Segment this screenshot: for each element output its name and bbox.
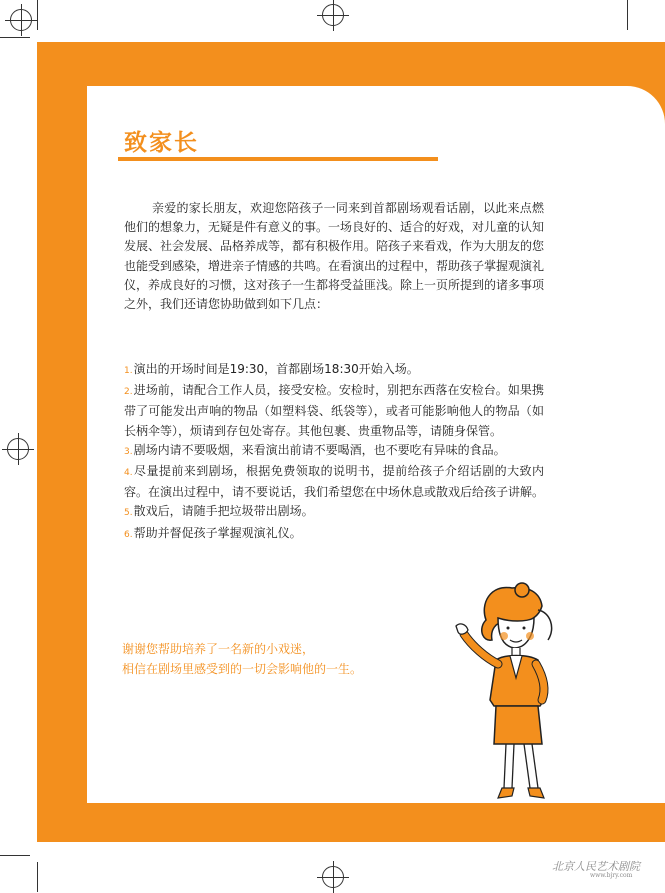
thanks-line-2: 相信在剧场里感受到的一切会影响他的一生。 — [122, 662, 363, 676]
list-item — [124, 524, 544, 545]
item-number: 5. — [124, 508, 133, 519]
item-number: 4. — [124, 468, 133, 479]
registration-mark-icon — [7, 438, 29, 460]
registration-mark-icon — [322, 866, 344, 888]
registration-mark-icon — [10, 9, 32, 31]
item-text: 帮助并督促孩子掌握观演礼仪。 — [133, 525, 302, 540]
thanks-line-1: 谢谢您帮助培养了一名新的小戏迷， — [122, 642, 315, 656]
thank-you-note — [122, 639, 442, 679]
item-number: 6. — [124, 529, 133, 540]
item-text: 散戏后，请随手把垃圾带出剧场。 — [133, 504, 314, 519]
crop-mark — [0, 37, 30, 38]
theatre-logo-icon — [552, 858, 640, 879]
waving-woman-icon — [452, 582, 577, 807]
item-number: 1. — [124, 366, 133, 376]
intro-paragraph: 亲爱的家长朋友，欢迎您陪孩子一同来到首都剧场观看话剧，以此来点燃他们的想象力，无疑是件有意义的事。一场良好的、适合的好戏，对儿童的认知发展、社会发展、品格养成等，都有积极作用。陪孩子来看戏，作为大朋友的您也能受到感染，增进亲子情感的共鸣。在看演出的过程中，帮助孩子掌握观演礼仪，养成良好的习惯，这对孩子一生都将受益匪浅。除上一页所提到的诸多事项之外，我们还请您协助做到如下几点： — [124, 201, 545, 312]
title-underline — [118, 157, 438, 161]
crop-mark — [627, 0, 628, 30]
crop-mark — [0, 855, 30, 856]
list-item — [124, 381, 544, 441]
list-item — [124, 441, 544, 462]
list-item — [124, 360, 544, 381]
page-title: 致家长 — [124, 130, 199, 156]
guideline-list — [124, 360, 544, 545]
theatre-logo-text: 北京人民艺术剧院 — [552, 860, 640, 873]
item-text: 剧场内请不要吸烟，来看演出前请不要喝酒，也不要吃有异味的食品。 — [133, 442, 506, 457]
theatre-logo-url: www.bjry.com — [590, 872, 633, 879]
item-text: 进场前，请配合工作人员，接受安检。安检时，别把东西落在安检台。如果携带了可能发出声响的物品（如塑料袋、纸袋等），或者可能影响他人的物品（如长柄伞等），烦请到存包处寄存。其他包裹、贵重物品等，请随身保管。 — [124, 383, 544, 438]
crop-mark — [37, 862, 38, 892]
item-number: 3. — [124, 446, 133, 457]
registration-mark-icon — [322, 4, 344, 26]
list-item — [124, 462, 544, 502]
crop-mark — [37, 0, 38, 30]
list-item — [124, 502, 544, 523]
item-number: 2. — [124, 387, 133, 398]
item-text: 尽量提前来到剧场，根据免费领取的说明书，提前给孩子介绍话剧的大致内容。在演出过程中，请不要说话，我们希望您在中场休息或散戏后给孩子讲解。 — [124, 464, 545, 500]
item-text: 演出的开场时间是19:30，首都剧场18:30开始入场。 — [133, 362, 419, 376]
